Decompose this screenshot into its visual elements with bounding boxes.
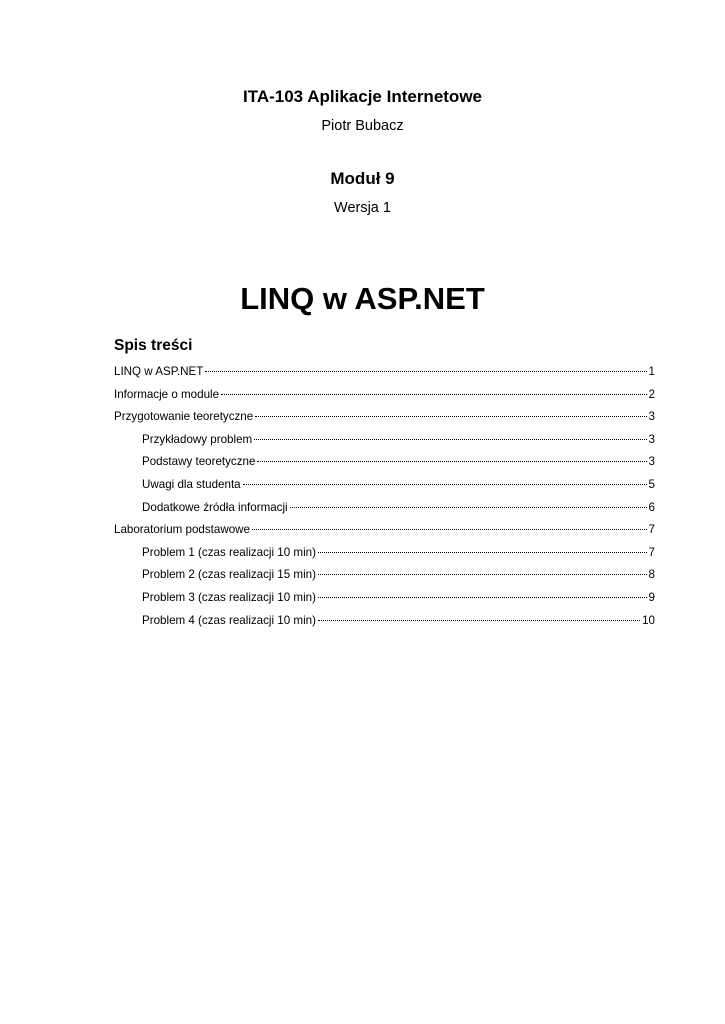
toc-entry-page: 3 — [648, 432, 655, 446]
toc-entry-label: Przygotowanie teoretyczne — [114, 410, 254, 424]
toc-dot-leader — [255, 416, 646, 417]
toc-dot-leader — [243, 484, 647, 485]
toc-dot-leader — [257, 461, 646, 462]
toc-dot-leader — [205, 371, 646, 372]
toc-dot-leader — [221, 394, 647, 395]
toc-entry-page: 2 — [648, 387, 655, 401]
toc-entry-label: Problem 1 (czas realizacji 10 min) — [142, 545, 316, 559]
course-title: ITA-103 Aplikacje Internetowe — [242, 87, 482, 106]
toc-entry-podstawy-teoretyczne[interactable] — [114, 454, 655, 477]
toc-entry-label: Podstawy teoretyczne — [142, 455, 256, 469]
toc-entry-page: 1 — [648, 365, 655, 378]
toc-entry-problem-3[interactable] — [114, 590, 655, 613]
toc-entry-page: 7 — [648, 523, 655, 537]
toc-dot-leader — [318, 597, 647, 598]
toc-entry-page: 3 — [648, 410, 655, 424]
toc-entry-label: Informacje o module — [114, 387, 220, 401]
toc-entry-page: 3 — [648, 455, 655, 469]
toc-entry-page: 6 — [648, 500, 655, 514]
toc-entry-label: Laboratorium podstawowe — [114, 523, 250, 537]
toc-entry-problem-2[interactable] — [114, 567, 655, 590]
toc-dot-leader — [318, 574, 647, 575]
toc-entry-page: 5 — [648, 477, 655, 491]
toc-entry-label: Przykładowy problem — [142, 432, 253, 446]
toc-entry-label: Dodatkowe źródła informacji — [142, 500, 288, 514]
toc-entry-page: 7 — [648, 545, 655, 559]
toc-heading: Spis treści — [114, 337, 193, 354]
toc-entry-uwagi-dla-studenta[interactable] — [114, 477, 655, 500]
toc-dot-leader — [254, 439, 646, 440]
toc-entry-label: Problem 2 (czas realizacji 15 min) — [142, 568, 316, 582]
toc-dot-leader — [290, 507, 647, 508]
version-label: Wersja 1 — [334, 200, 391, 216]
toc-entry-laboratorium-podstawowe[interactable] — [114, 522, 655, 545]
toc-dot-leader — [252, 529, 647, 530]
toc-dot-leader — [318, 552, 647, 553]
toc-entry-przygotowanie-teoretyczne[interactable] — [114, 409, 655, 432]
toc-entry-problem-1[interactable] — [114, 545, 655, 568]
toc-entry-page: 8 — [648, 568, 655, 582]
table-of-contents — [114, 364, 655, 635]
module-number: Moduł 9 — [330, 169, 395, 188]
toc-entry-dodatkowe-zrodla-informacji[interactable] — [114, 500, 655, 523]
toc-entry-problem-4[interactable] — [114, 613, 655, 636]
toc-dot-leader — [318, 620, 640, 621]
toc-entry-label: LINQ w ASP.NET — [114, 365, 204, 378]
toc-entry-label: Problem 4 (czas realizacji 10 min) — [142, 613, 316, 627]
toc-entry-label: Uwagi dla studenta — [142, 477, 241, 491]
toc-entry-label: Problem 3 (czas realizacji 10 min) — [142, 590, 316, 604]
toc-entry-informacje-o-module[interactable] — [114, 387, 655, 410]
toc-entry-page: 9 — [648, 590, 655, 604]
author-name: Piotr Bubacz — [321, 118, 404, 134]
toc-entry-page: 10 — [642, 613, 655, 627]
document-title: LINQ w ASP.NET — [240, 281, 485, 316]
toc-entry-przykladowy-problem[interactable] — [114, 432, 655, 455]
toc-entry-linq-w-asp-net[interactable] — [114, 364, 655, 387]
